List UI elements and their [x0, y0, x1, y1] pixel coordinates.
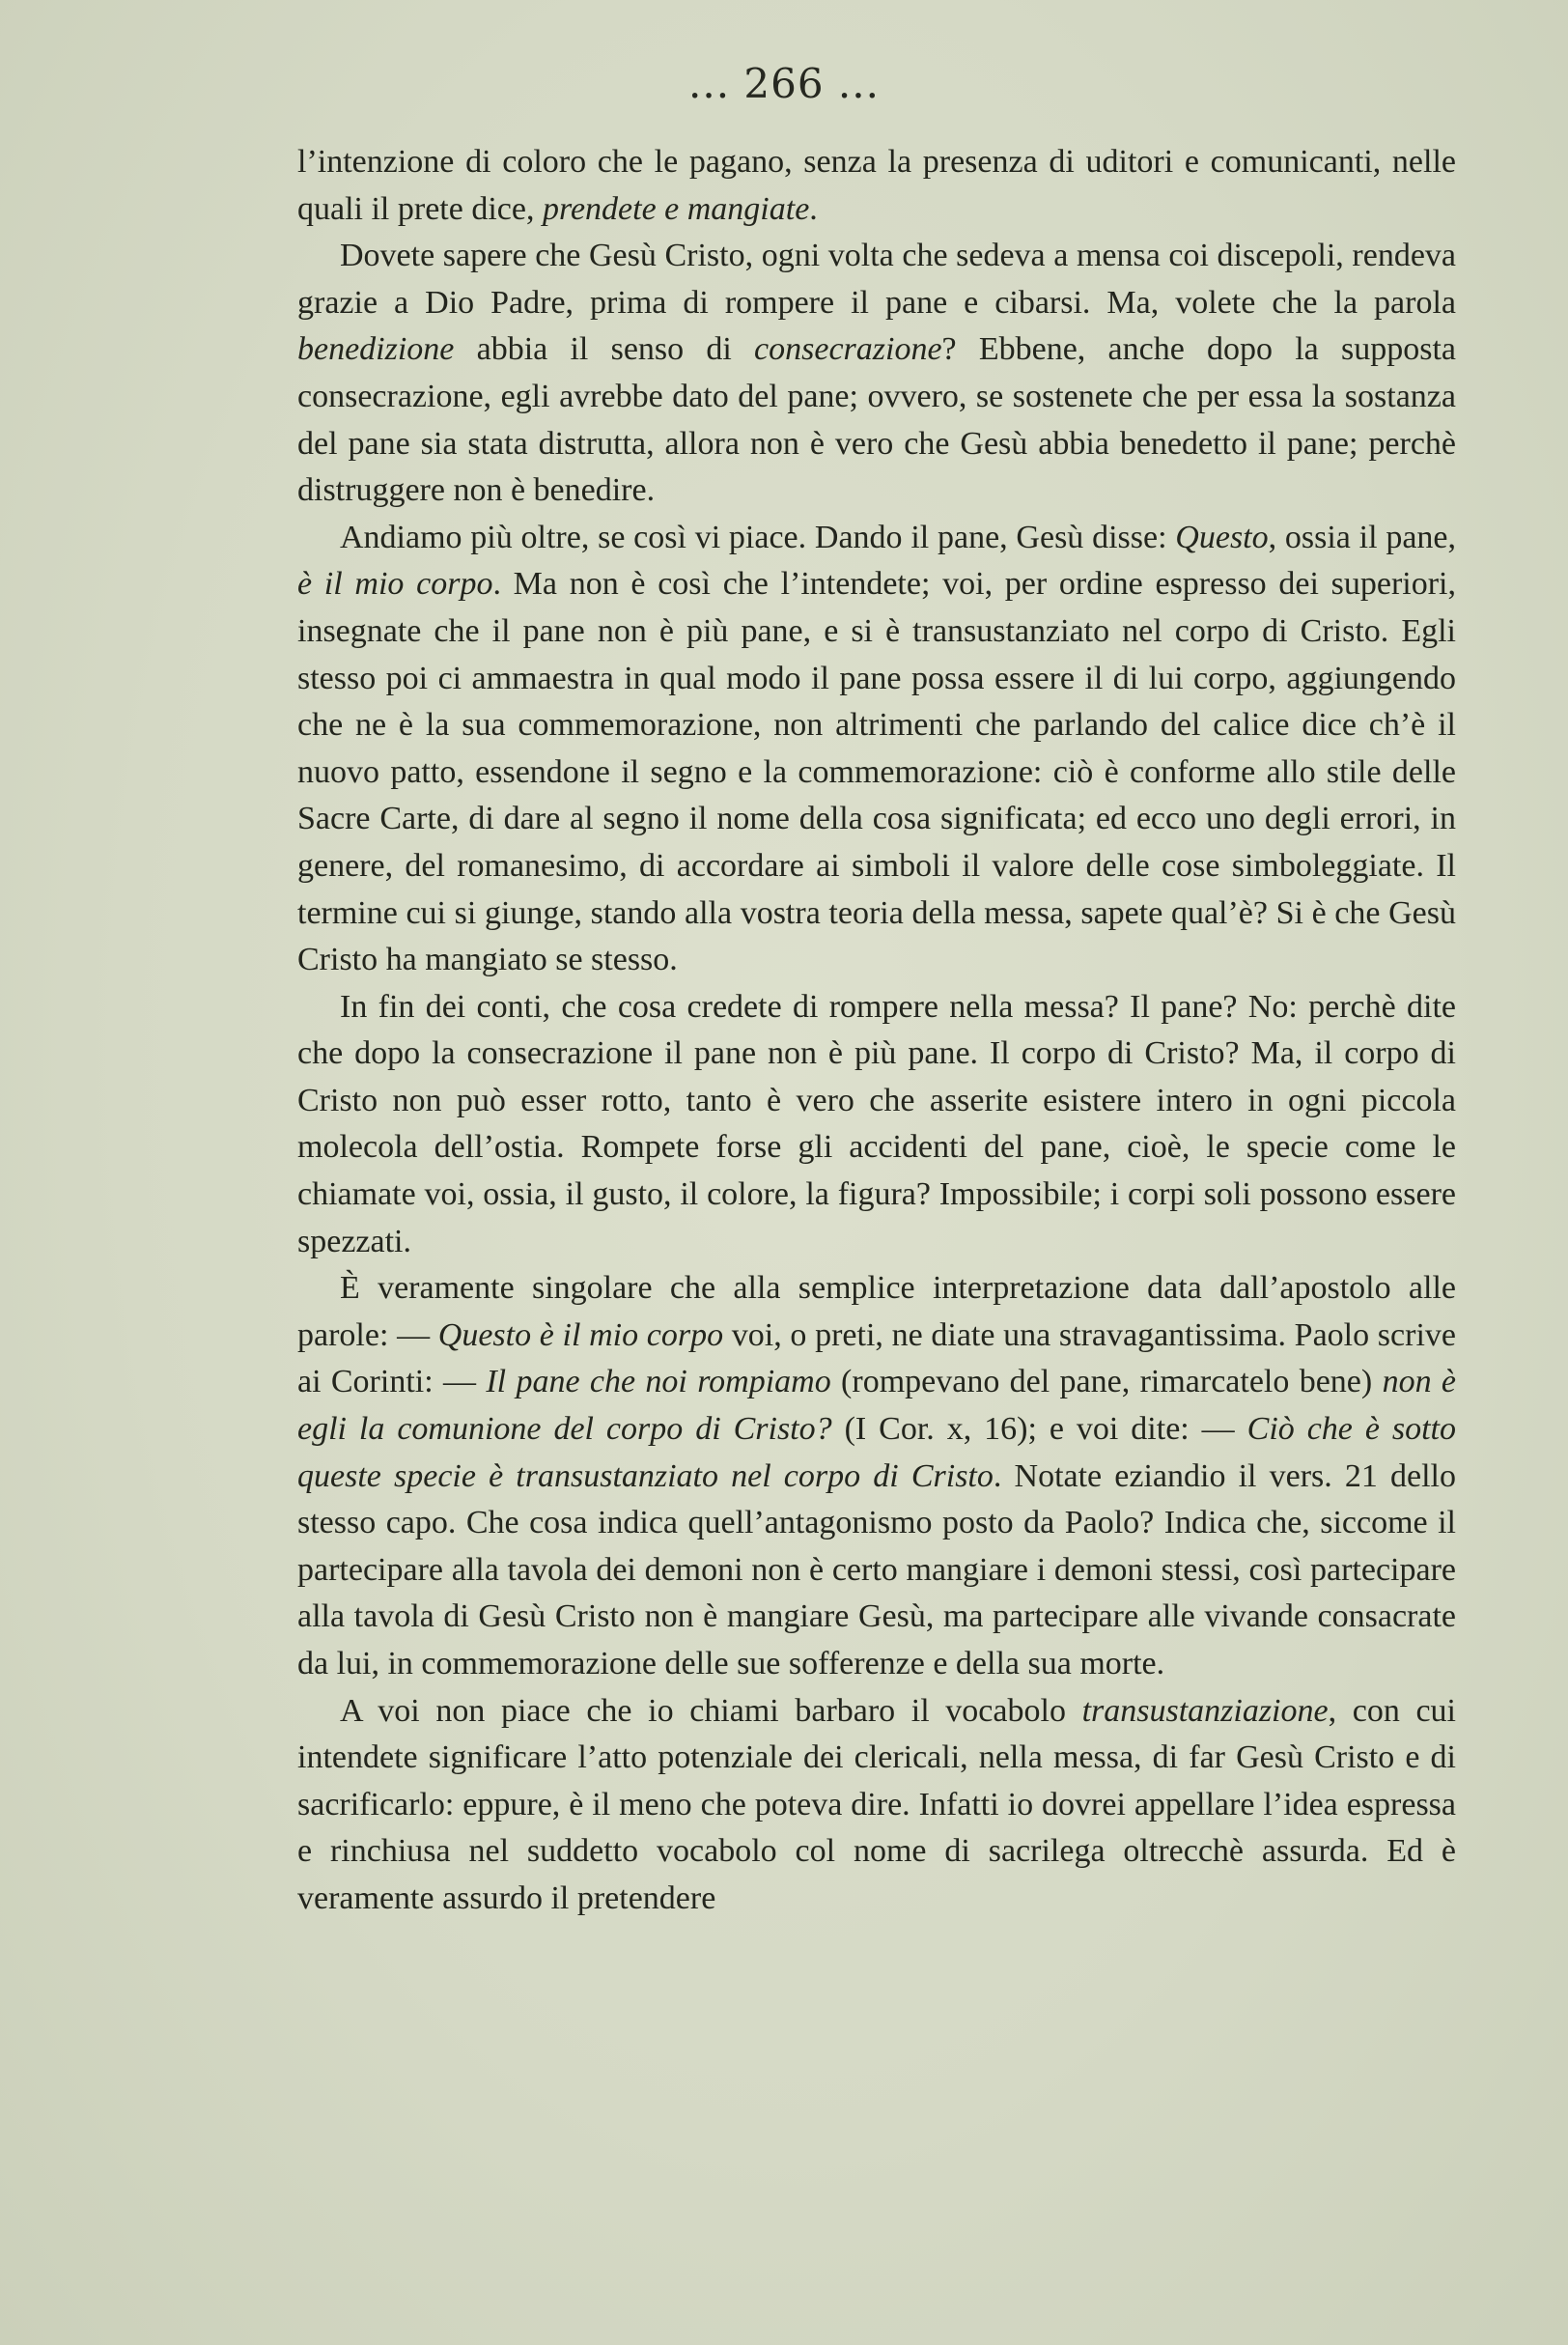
text-run: l’intenzione di coloro che le pagano, senza la presenza di uditori e comunicanti, nelle quali il prete dice,	[297, 144, 1456, 227]
italic-text: transustanziazione	[1081, 1692, 1329, 1729]
italic-text: Questo è il mio corpo	[437, 1316, 724, 1353]
body-text	[297, 139, 1456, 1923]
text-run: , ossia il pane,	[1268, 519, 1456, 555]
text-run: Dovete sapere che Gesù Cristo, ogni volta che sedeva a mensa coi discepoli, rendeva grazie a Dio Padre, prima di rompere il pane e cibarsi. Ma, volete che la parola	[297, 238, 1456, 321]
italic-text: Ciò che è sotto queste specie è transustanziato nel corpo di Cristo	[297, 1411, 1456, 1494]
text-run: .	[809, 190, 818, 227]
paragraph	[297, 1265, 1456, 1687]
paragraph	[297, 233, 1456, 515]
text-run: abbia il senso di	[454, 331, 755, 368]
text-run: . Ma non è così che l’intendete; voi, per ordine espresso dei superiori, insegnate che il pane non è più pane, e si è transustanziato nel corpo di Cristo. Egli stesso poi ci ammaestra in qual modo il pane possa essere il di lui corpo, aggiungendo che ne è la sua commemorazione, non altrimenti che parlando del calice dice ch’è il nuovo patto, essendone il segno e la commemorazione: ciò è conforme allo stile delle Sacre Carte, di dare al segno il nome della cosa significata; ed ecco uno degli errori, in genere, del romanesimo, di accordare ai simboli il valore delle cose simboleggiate. Il termine cui si giunge, stando alla vostra teoria della messa, sapete qual’è? Si è che Gesù Cristo ha mangiato se stesso.	[297, 566, 1456, 978]
italic-text: non è egli la comunione del corpo di Cristo?	[297, 1364, 1456, 1448]
italic-text: benedizione	[297, 331, 455, 368]
text-run: In fin dei conti, che cosa credete di rompere nella messa? Il pane? No: perchè dite che dopo la consecrazione il pane non è più pane. Il corpo di Cristo? Ma, il corpo di Cristo non può esser rotto, tanto è vero che asserite esistere intero in ogni piccola molecola dell’ostia. Rompete forse gli accidenti del pane, cioè, le specie come le chiamate voi, ossia, il gusto, il colore, la figura? Impossibile; i corpi soli possono essere spezzati.	[297, 988, 1456, 1259]
paragraph	[297, 139, 1456, 233]
page-number: ... 266 ...	[688, 60, 880, 107]
text-run: È veramente singolare che alla semplice interpretazione data dall’apostolo alle parole: —	[297, 1270, 1456, 1353]
text-run: voi, o preti, ne diate una stravagantissima. Paolo scrive ai Corinti: —	[297, 1316, 1456, 1400]
text-run: (I Cor. x, 16); e voi dite: —	[831, 1411, 1247, 1448]
paragraph	[297, 1688, 1456, 1923]
italic-text: prendete e mangiate	[542, 190, 810, 227]
italic-text: Il pane che noi rompiamo	[486, 1364, 831, 1400]
text-run: A voi non piace che io chiami barbaro il vocabolo	[340, 1692, 1082, 1729]
italic-text: Questo	[1175, 519, 1269, 555]
italic-text: è il mio corpo	[297, 566, 493, 603]
text-run: . Notate eziandio il vers. 21 dello stesso capo. Che cosa indica quell’antagonismo posto da Paolo? Indica che, siccome il partecipare alla tavola dei demoni non è certo mangiare i demoni stessi, così partecipare alla tavola di Gesù Cristo non è mangiare Gesù, ma partecipare alle vivande consacrate da lui, in commemorazione delle sue sofferenze e della sua morte.	[297, 1457, 1456, 1681]
text-run: (rompevano del pane, rimarcatelo bene)	[830, 1364, 1383, 1400]
italic-text: consecrazione	[754, 331, 942, 368]
text-run: , con cui intendete significare l’atto potenziale dei clericali, nella messa, di far Gesù Cristo e di sacrificarlo: eppure, è il meno che poteva dire. Infatti io dovrei appellare l’idea espressa e rinchiusa nel suddetto vocabolo col nome di sacrilega oltrecchè assurda. Ed è veramente assurdo il pretendere	[297, 1692, 1456, 1916]
text-run: Andiamo più oltre, se così vi piace. Dando il pane, Gesù disse:	[340, 519, 1176, 555]
paragraph	[297, 515, 1456, 984]
text-run: ? Ebbene, anche dopo la supposta consecrazione, egli avrebbe dato del pane; ovvero, se sostenete che per essa la sostanza del pane sia stata distrutta, allora non è vero che Gesù abbia benedetto il pane; perchè distruggere non è benedire.	[297, 331, 1456, 509]
paragraph	[297, 984, 1456, 1266]
